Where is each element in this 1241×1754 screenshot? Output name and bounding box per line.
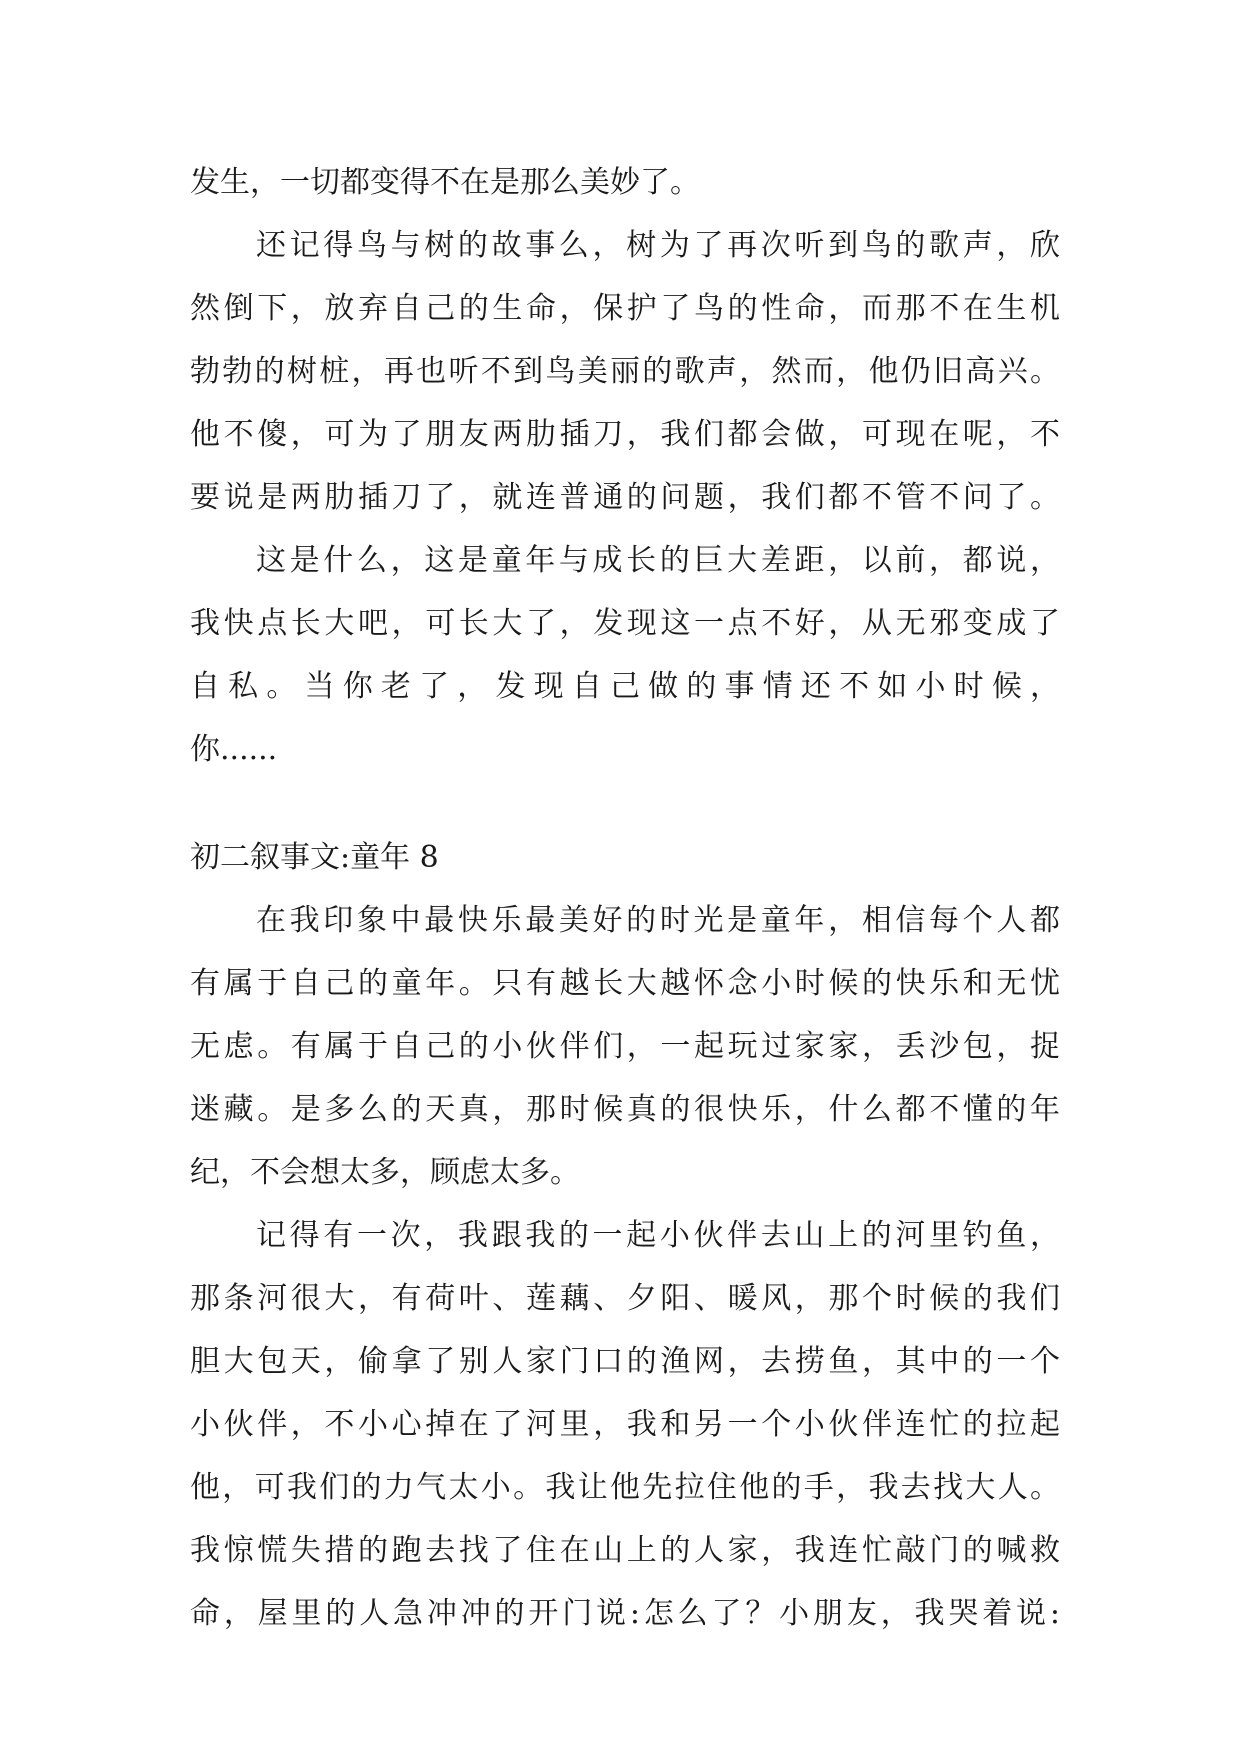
paragraph-line: 他，可我们的力气太小。我让他先拉住他的手，我去找大人。 — [190, 1470, 1060, 1505]
paragraph-line: 他不傻，可为了朋友两肋插刀，我们都会做，可现在呢，不 — [190, 417, 1060, 452]
paragraph-line: 命，屋里的人急冲冲的开门说:怎么了？小朋友，我哭着说: — [190, 1596, 1060, 1631]
paragraph-line: 你...... — [190, 732, 278, 767]
paragraph-line: 自私。当你老了，发现自己做的事情还不如小时候， — [190, 669, 1060, 704]
paragraph-line: 无虑。有属于自己的小伙伴们，一起玩过家家，丢沙包，捉 — [190, 1029, 1060, 1064]
paragraph-line: 我快点长大吧，可长大了，发现这一点不好，从无邪变成了 — [190, 606, 1060, 641]
paragraph-line: 胆大包天，偷拿了别人家门口的渔网，去捞鱼，其中的一个 — [190, 1344, 1060, 1379]
paragraph-line: 记得有一次，我跟我的一起小伙伴去山上的河里钓鱼， — [256, 1218, 1060, 1253]
paragraph-line: 在我印象中最快乐最美好的时光是童年，相信每个人都 — [256, 903, 1060, 938]
paragraph-line: 发生，一切都变得不在是那么美妙了。 — [190, 165, 700, 200]
paragraph-line: 迷藏。是多么的天真，那时候真的很快乐，什么都不懂的年 — [190, 1092, 1060, 1127]
paragraph-line: 小伙伴，不小心掉在了河里，我和另一个小伙伴连忙的拉起 — [190, 1407, 1060, 1442]
paragraph-line: 那条河很大，有荷叶、莲藕、夕阳、暖风，那个时候的我们 — [190, 1281, 1060, 1316]
paragraph-line: 要说是两肋插刀了，就连普通的问题，我们都不管不问了。 — [190, 480, 1060, 515]
paragraph-line: 有属于自己的童年。只有越长大越怀念小时候的快乐和无忧 — [190, 966, 1060, 1001]
section-title: 初二叙事文:童年 8 — [190, 840, 439, 875]
paragraph-line: 勃勃的树桩，再也听不到鸟美丽的歌声，然而，他仍旧高兴。 — [190, 354, 1060, 389]
paragraph-line: 然倒下，放弃自己的生命，保护了鸟的性命，而那不在生机 — [190, 291, 1060, 326]
paragraph-line: 纪，不会想太多，顾虑太多。 — [190, 1155, 580, 1190]
paragraph-line: 我惊慌失措的跑去找了住在山上的人家，我连忙敲门的喊救 — [190, 1533, 1060, 1568]
paragraph-line: 这是什么，这是童年与成长的巨大差距，以前，都说， — [256, 543, 1060, 578]
paragraph-line: 还记得鸟与树的故事么，树为了再次听到鸟的歌声，欣 — [256, 228, 1060, 263]
